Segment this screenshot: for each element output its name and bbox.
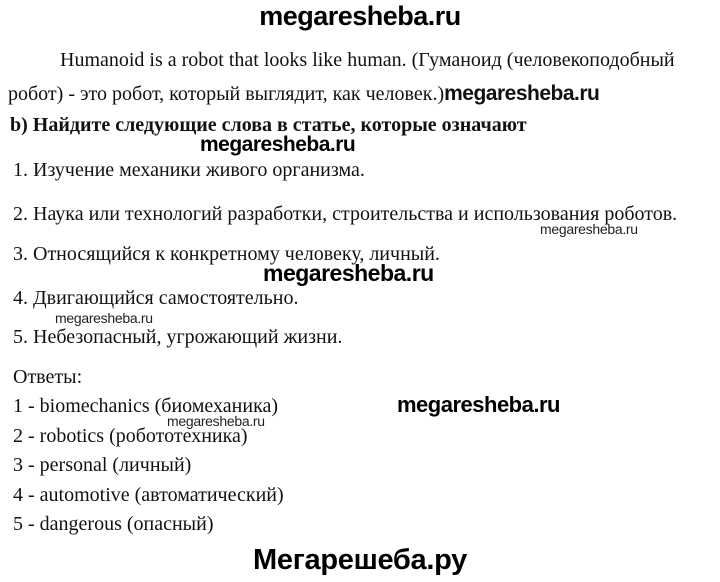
answer-item-1: 1 - biomechanics (биомеханика) [13,395,279,417]
answer-item-3: 3 - personal (личный) [13,454,192,476]
answers-small-watermark: megaresheba.ru [167,413,265,429]
task-heading: b) Найдите следующие слова в статье, которые означают [10,114,527,136]
header-watermark: megaresheba.ru [259,1,461,31]
task-item-4: 4. Двигающийся самостоятельно. [13,287,299,309]
watermark-after-item-2: megaresheba.ru [540,221,638,237]
intro-text: Humanoid is a robot that looks like human. (Гуманоид (человекоподобный робот) - это робот, который выглядит, как человек.) [8,49,675,105]
answer-item-2: 2 - robotics (робототехника) [13,424,248,447]
answers-heading: Ответы: [13,366,83,388]
watermark-after-item-3: megaresheba.ru [263,260,434,286]
intro-paragraph [8,44,714,111]
task-item-5: 5. Небезопасный, угрожающий жизни. [13,326,343,348]
task-item-3: 3. Относящийся к конкретному человеку, личный. [13,243,440,265]
inline-watermark: megaresheba.ru [444,82,600,105]
answers-side-watermark: megaresheba.ru [397,392,560,417]
task-center-watermark: megaresheba.ru [200,133,356,156]
answer-item-5: 5 - dangerous (опасный) [13,513,214,535]
task-item-2: 2. Наука или технологий разработки, строительства и использования роботов. [13,203,678,225]
task-item-1: 1. Изучение механики живого организма. [13,159,365,181]
footer-site-title: Мегарешеба.ру [253,544,467,576]
answer-item-4: 4 - automotive (автоматический) [13,483,284,506]
watermark-after-item-4: megaresheba.ru [55,310,153,326]
